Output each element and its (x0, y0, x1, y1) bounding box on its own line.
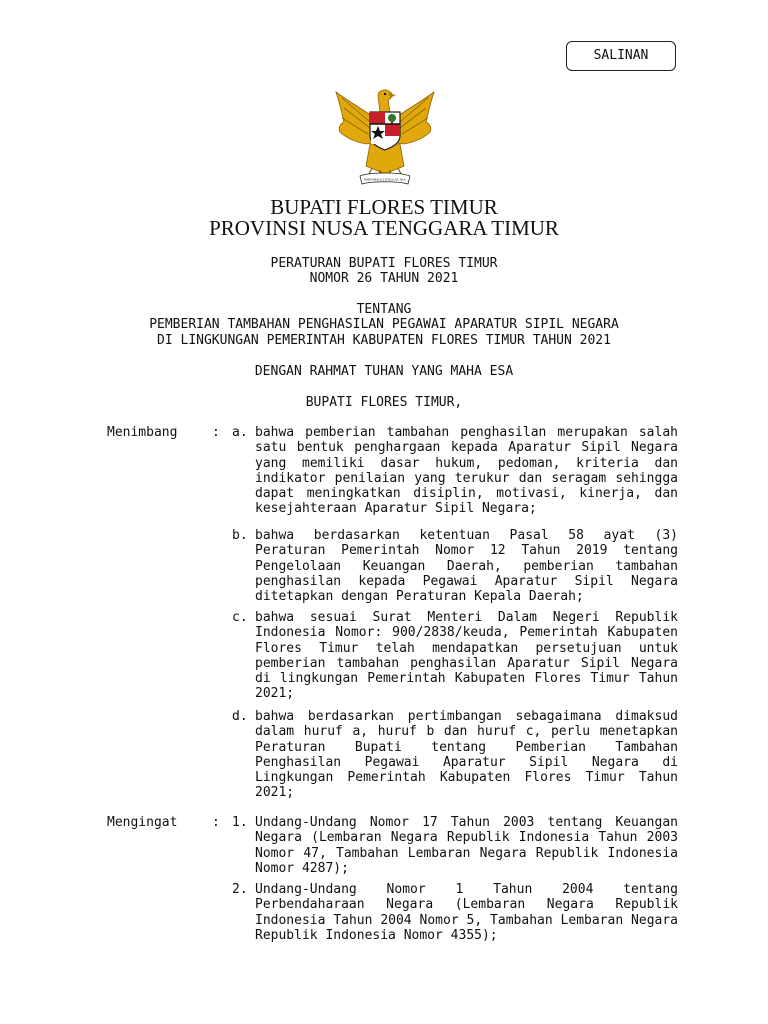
menimbang-marker-d: d. (232, 709, 248, 724)
mengingat-item-2: Undang-Undang Nomor 1 Tahun 2004 tentang Perbendaharaan Negara (Lembaran Negara Republik Indonesia Tahun 2004 Nomor 5, Tambahan Lembaran Negara Republik Indonesia Nomor 4355); (255, 882, 678, 943)
regulation-number: NOMOR 26 TAHUN 2021 (309, 271, 459, 286)
issuer: BUPATI FLORES TIMUR, (305, 395, 463, 410)
header-title-line1: BUPATI FLORES TIMUR (270, 195, 498, 219)
menimbang-item-b: bahwa berdasarkan ketentuan Pasal 58 ayat (3) Peraturan Pemerintah Nomor 12 Tahun 2019 tentang Pengelolaan Keuangan Daerah, pemberian tambahan penghasilan kepada Pegawai Aparatur Sipil Negara ditetapkan dengan Peraturan Kepala Daerah; (255, 528, 678, 605)
menimbang-item-c: bahwa sesuai Surat Menteri Dalam Negeri Republik Indonesia Nomor: 900/2838/keuda, Pemerintah Kabupaten Flores Timur telah mendapatkan persetujuan untuk pemberian tambahan penghasilan Aparatur Sipil Negara di lingkungan Pemerintah Kabupaten Flores Timur Tahun 2021; (255, 610, 678, 702)
header-title-line2: PROVINSI NUSA TENGGARA TIMUR (209, 216, 559, 240)
mengingat-marker-1: 1. (232, 815, 248, 830)
regulation-type: PERATURAN BUPATI FLORES TIMUR (270, 256, 498, 271)
salinan-stamp: SALINAN (566, 41, 676, 71)
invocation: DENGAN RAHMAT TUHAN YANG MAHA ESA (254, 364, 514, 379)
garuda-emblem-icon (330, 82, 440, 190)
mengingat-colon: : (212, 815, 220, 830)
regulation-about: TENTANG (356, 302, 412, 317)
emblem-motto: BHINNEKA TUNGGAL IKA (364, 177, 406, 182)
menimbang-colon: : (212, 425, 220, 440)
regulation-subject-line1: PEMBERIAN TAMBAHAN PENGHASILAN PEGAWAI APARATUR SIPIL NEGARA (149, 317, 619, 332)
menimbang-item-d: bahwa berdasarkan pertimbangan sebagaimana dimaksud dalam huruf a, huruf b dan huruf c, perlu menetapkan Peraturan Bupati tentang Pemberian Tambahan Penghasilan Pegawai Aparatur Sipil Negara di Lingkungan Pemerintah Kabupaten Flores Timur Tahun 2021; (255, 709, 678, 801)
menimbang-item-a: bahwa pemberian tambahan penghasilan merupakan salah satu bentuk penghargaan kepada Aparatur Sipil Negara yang memiliki dasar hukum, pedoman, kriteria dan indikator penilaian yang terukur dan seragam sehingga dapat meningkatkan disiplin, motivasi, kinerja, dan kesejahteraan Aparatur Sipil Negara; (255, 425, 678, 517)
menimbang-marker-c: c. (232, 610, 248, 625)
mengingat-item-1: Undang-Undang Nomor 17 Tahun 2003 tentang Keuangan Negara (Lembaran Negara Republik Indonesia Tahun 2003 Nomor 47, Tambahan Lembaran Negara Republik Indonesia Nomor 4287); (255, 815, 678, 876)
menimbang-marker-a: a. (232, 425, 248, 440)
menimbang-marker-b: b. (232, 528, 248, 543)
mengingat-label: Mengingat (107, 815, 178, 830)
mengingat-marker-2: 2. (232, 882, 248, 897)
regulation-subject-line2: DI LINGKUNGAN PEMERINTAH KABUPATEN FLORES TIMUR TAHUN 2021 (157, 333, 611, 348)
menimbang-label: Menimbang (107, 425, 178, 440)
